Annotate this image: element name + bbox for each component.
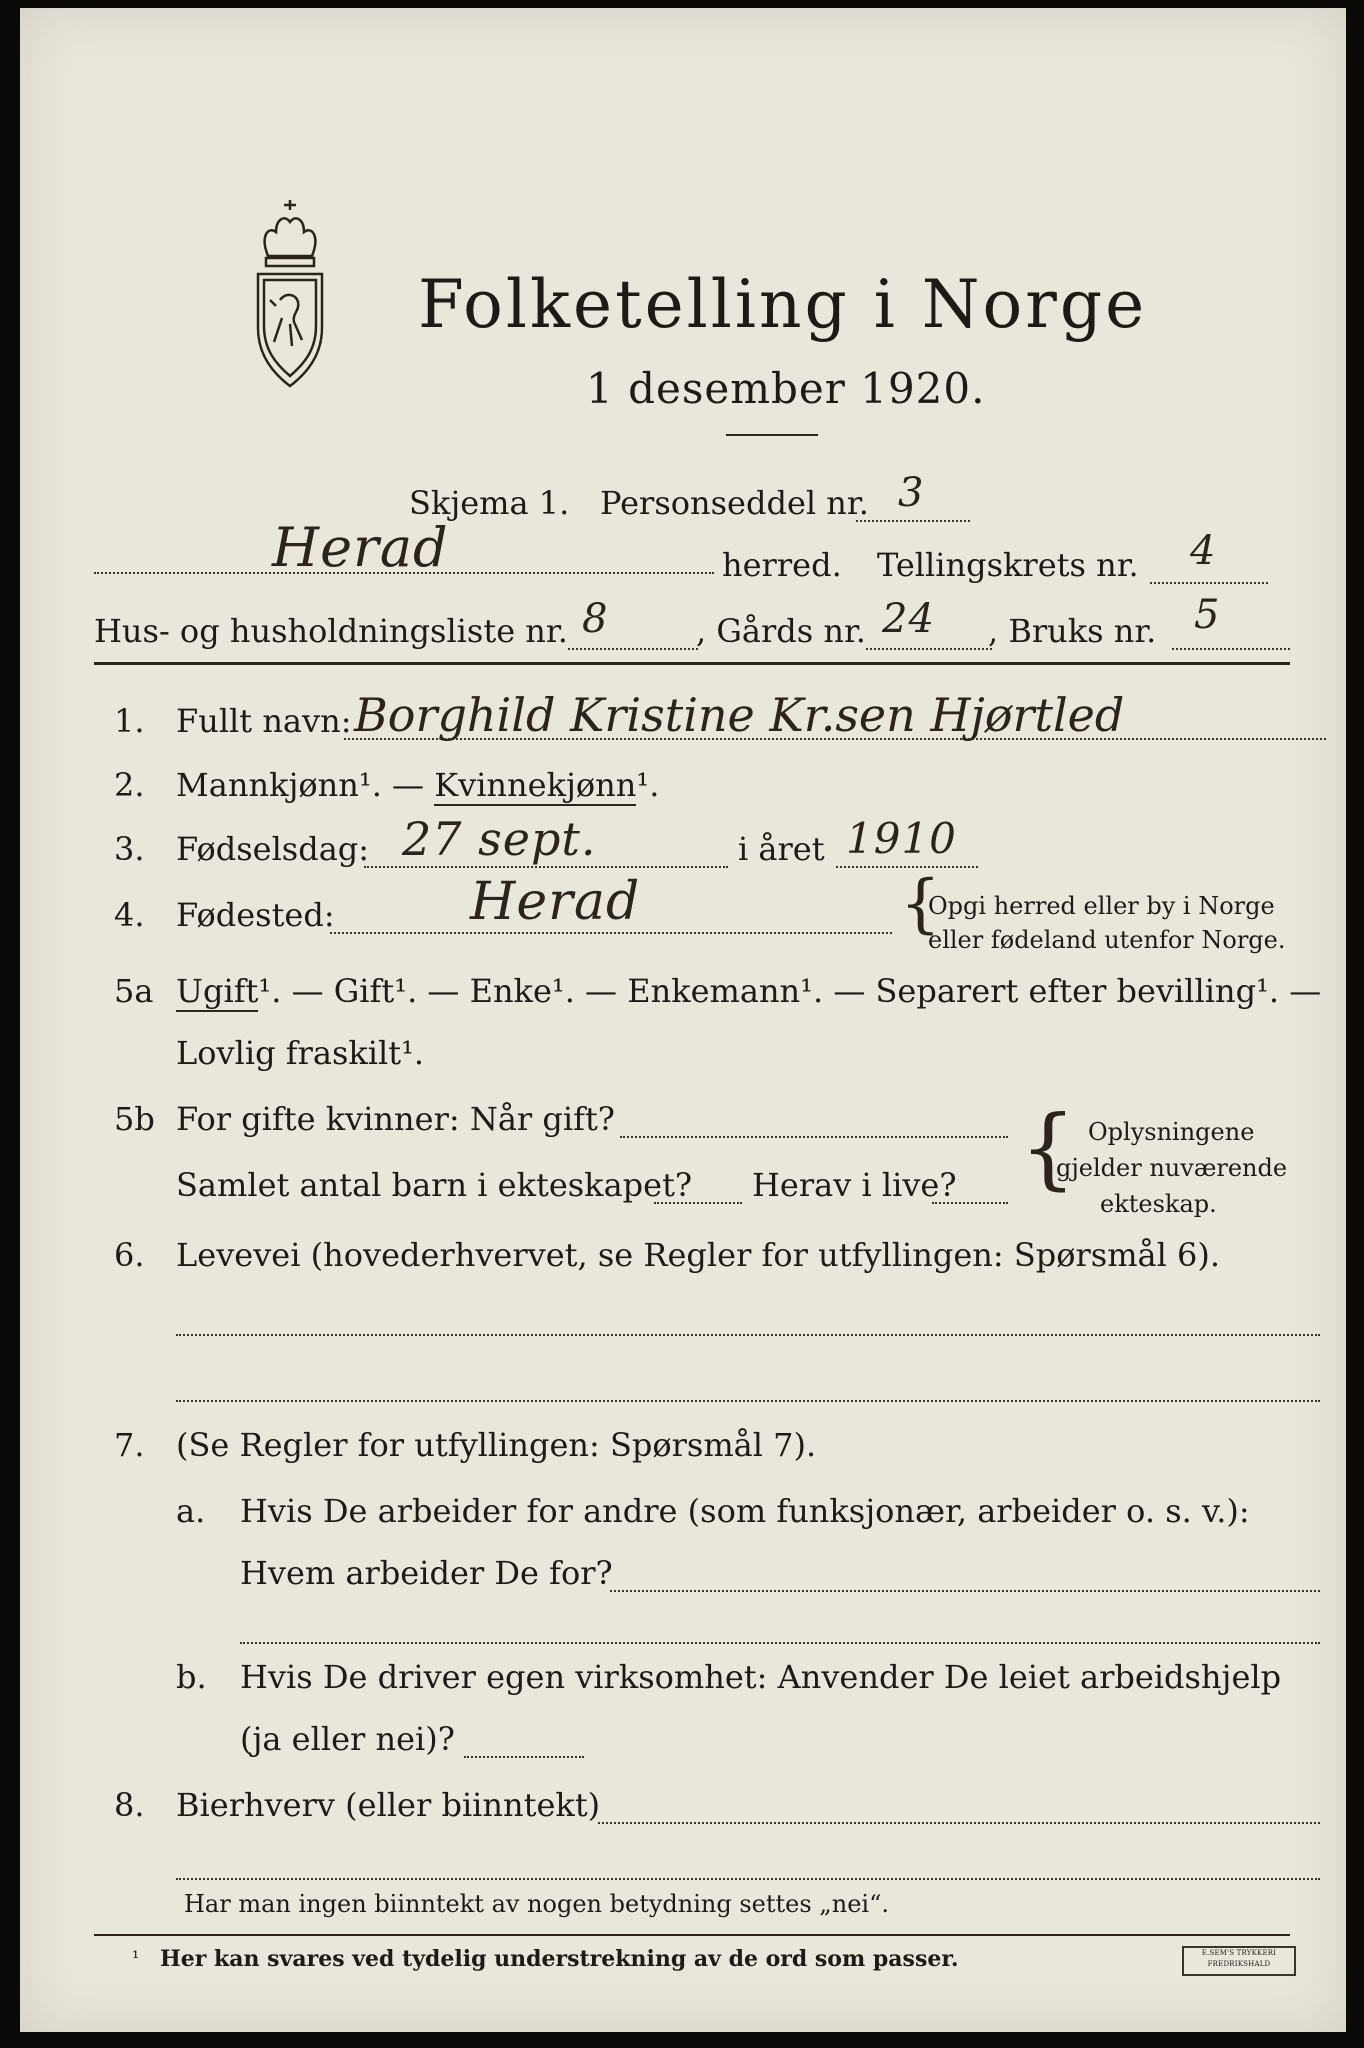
q5a-number: 5a <box>114 972 154 1010</box>
q3-year-label: i året <box>738 830 825 868</box>
q8-line-2 <box>176 1878 1320 1880</box>
q4-number: 4. <box>114 896 145 934</box>
q8-number: 8. <box>114 1786 145 1824</box>
hus-label: Hus- og husholdningsliste nr. <box>94 612 568 650</box>
q5b-label-3: Herav i live? <box>752 1166 957 1204</box>
bruks-line <box>1172 648 1290 650</box>
q6-number: 6. <box>114 1236 145 1274</box>
q5a-options: ¹. — Gift¹. — Enke¹. — Enkemann¹. — Separert efter bevilling¹. — <box>258 972 1322 1010</box>
q7a-line-2 <box>240 1642 1320 1644</box>
q3-year-value: 1910 <box>846 814 957 863</box>
q8-label: Bierhverv (eller biinntekt) <box>176 1786 601 1824</box>
form-title: Folketelling i Norge <box>418 266 1148 343</box>
footnote-mark: ¹ <box>132 1948 140 1969</box>
footer-divider <box>94 1934 1290 1936</box>
q5b-number: 5b <box>114 1100 155 1138</box>
q5b-label-1: For gifte kvinner: Når gift? <box>176 1100 615 1138</box>
hus-line <box>568 648 698 650</box>
q4-note-1: Opgi herred eller by i Norge <box>928 892 1275 920</box>
tellingskrets-label: Tellingskrets nr. <box>877 546 1139 584</box>
footnote-text: Her kan svares ved tydelig understrekning av de ord som passer. <box>160 1946 959 1972</box>
q5a-line-2: Lovlig fraskilt¹. <box>176 1034 425 1072</box>
q3-number: 3. <box>114 830 145 868</box>
hus-value: 8 <box>582 596 609 642</box>
q4-value: Herad <box>470 872 641 932</box>
q7a-label: Hvis De arbeider for andre (som funksjonær, arbeider o. s. v.): <box>240 1492 1250 1530</box>
q6-line-2 <box>176 1400 1320 1402</box>
q2-female-sup: ¹. <box>636 766 660 804</box>
q4-brace: { <box>900 867 941 941</box>
q5b-married-line <box>620 1136 1008 1138</box>
q7b-label: Hvis De driver egen virksomhet: Anvender De leiet arbeidshjelp <box>240 1658 1282 1696</box>
q4-label: Fødested: <box>176 896 335 934</box>
tellingskrets-value: 4 <box>1190 528 1217 574</box>
q5b-note-2: gjelder nuværende <box>1056 1154 1288 1182</box>
q5b-label-2: Samlet antal barn i ekteskapet? <box>176 1166 693 1204</box>
q8-note: Har man ingen biinntekt av nogen betydning settes „nei“. <box>184 1890 889 1918</box>
q3-line <box>364 866 728 868</box>
q4-line <box>330 932 892 934</box>
herred-value: Herad <box>272 516 449 579</box>
q1-value: Borghild Kristine Kr.sen Hjørtled <box>354 688 1125 742</box>
q2-separator: — <box>381 766 435 804</box>
title-divider <box>726 434 818 436</box>
q5a-text <box>176 972 1321 1010</box>
header-divider <box>94 662 1290 665</box>
q8-line-1 <box>598 1822 1320 1824</box>
q7a-label-2: Hvem arbeider De for? <box>240 1554 613 1592</box>
personseddel-label: Personseddel nr. <box>600 484 869 522</box>
q7b-letter: b. <box>176 1658 207 1696</box>
gards-line <box>866 648 992 650</box>
q6-line-1 <box>176 1334 1320 1336</box>
coat-of-arms-icon <box>246 196 334 392</box>
gards-label: , Gårds nr. <box>696 612 866 650</box>
q3-label: Fødselsdag: <box>176 830 370 868</box>
personseddel-line <box>856 520 970 522</box>
census-form <box>20 8 1346 2032</box>
q3-value: 27 sept. <box>402 812 597 866</box>
q7b-line <box>464 1756 584 1758</box>
q7-number: 7. <box>114 1426 145 1464</box>
q5b-alive-line <box>932 1202 1008 1204</box>
bruks-value: 5 <box>1194 592 1221 638</box>
q5b-children-line <box>654 1202 742 1204</box>
q1-number: 1. <box>114 702 145 740</box>
q4-note-2: eller fødeland utenfor Norge. <box>928 926 1286 954</box>
q7a-line-1 <box>610 1590 1320 1592</box>
gards-value: 24 <box>882 596 935 642</box>
q2-number: 2. <box>114 766 145 804</box>
q7b-label-2: (ja eller nei)? <box>240 1720 455 1758</box>
schema-label: Skjema 1. <box>409 484 570 522</box>
printer-stamp: E.SEM'S TRYKKERI FREDRIKSHALD <box>1182 1946 1296 1976</box>
q7a-letter: a. <box>176 1492 206 1530</box>
herred-label: herred. <box>722 546 842 584</box>
q7-label: (Se Regler for utfyllingen: Spørsmål 7). <box>176 1426 817 1464</box>
q2-male: Mannkjønn¹. <box>176 766 382 804</box>
q5b-note-1: Oplysningene <box>1088 1118 1255 1146</box>
bruks-label: , Bruks nr. <box>988 612 1157 650</box>
q5a-ugift: Ugift <box>176 972 259 1010</box>
q5b-note-3: ekteskap. <box>1100 1190 1217 1218</box>
q6-label: Levevei (hovederhvervet, se Regler for utfyllingen: Spørsmål 6). <box>176 1236 1221 1274</box>
personseddel-value: 3 <box>898 470 925 516</box>
tellingskrets-line <box>1150 582 1268 584</box>
q1-label: Fullt navn: <box>176 702 352 740</box>
q5b-brace: { <box>1020 1096 1076 1199</box>
q2-female: Kvinnekjønn <box>434 766 637 804</box>
q2-text <box>176 766 659 804</box>
census-date: 1 desember 1920. <box>586 364 986 413</box>
